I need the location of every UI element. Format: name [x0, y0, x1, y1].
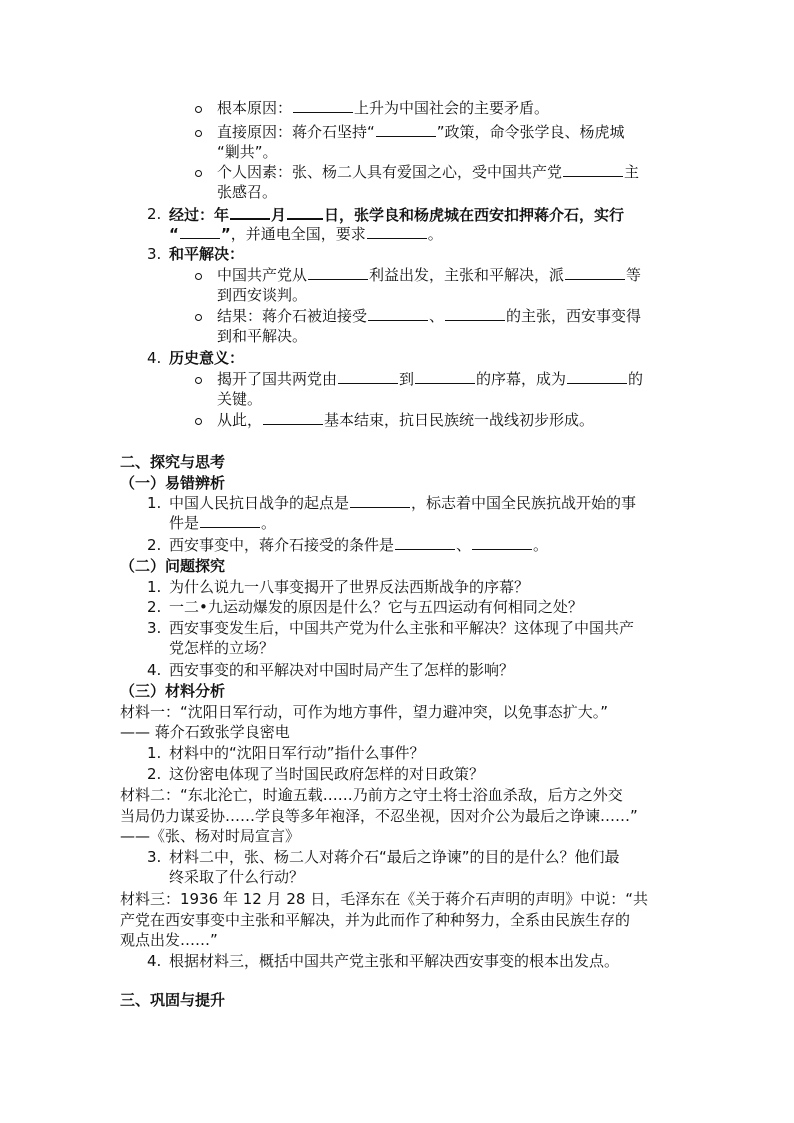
text: ，标志着中国全民族抗战开始的事 — [411, 494, 637, 512]
text: 关键。 — [217, 390, 263, 408]
text: 基本结束，抗日民族统一战线初步形成。 — [324, 411, 595, 429]
text: 的主张，西安事变得 — [506, 307, 642, 325]
bullet-icon — [195, 106, 202, 113]
text: 结果：蒋介石被迫接受 — [217, 307, 368, 325]
result-line — [217, 306, 641, 326]
text: 直接原因：蒋介石坚持“ — [217, 123, 375, 141]
text: 日，张学良和杨虎城在西安扣押蒋介石，实行 — [324, 206, 625, 224]
text: 上升为中国社会的主要矛盾。 — [354, 99, 550, 117]
material-1-source: —— 蒋介石致张学良密电 — [120, 723, 290, 741]
text: 中国共产党从 — [217, 266, 308, 284]
text: 年 — [214, 206, 230, 224]
list-number: 4. — [147, 952, 162, 970]
list-number: 1. — [147, 494, 162, 512]
list-number: 2. — [147, 598, 162, 616]
blank-line[interactable] — [367, 224, 427, 239]
text: 等 — [626, 266, 642, 284]
list-number: 4. — [147, 349, 162, 367]
cause-direct-cont — [217, 142, 278, 162]
subsection-title: （二）问题探究 — [120, 557, 226, 575]
list-number: 4. — [147, 661, 162, 679]
text: 。 — [533, 536, 549, 554]
material-2-cont: 当局仍力谋妥协……学良等多年袍泽，不忍坐视，因对介公为最后之诤谏……” — [120, 807, 638, 825]
significance-2 — [217, 410, 594, 430]
text: 到西安谈判。 — [217, 286, 308, 304]
cpc-stance-cont — [217, 285, 307, 305]
inquiry-question-1: 为什么说九一八事变揭开了世界反法西斯战争的序幕？ — [169, 578, 530, 596]
result-line-cont — [217, 326, 307, 346]
list-number: 3. — [147, 848, 162, 866]
text: 主 — [624, 163, 640, 181]
text: ” — [220, 225, 231, 243]
section-title: 三、巩固与提升 — [120, 991, 226, 1009]
blank-line[interactable] — [180, 224, 220, 239]
cpc-stance — [217, 265, 641, 285]
blank-line[interactable] — [415, 369, 475, 384]
blank-line[interactable] — [395, 535, 455, 550]
list-number: 2. — [147, 765, 162, 783]
process-line-cont — [169, 224, 443, 244]
text: “剿共”。 — [217, 143, 278, 161]
text: ，并通电全国，要求 — [230, 225, 366, 243]
list-number: 2. — [147, 205, 162, 223]
bullet-icon — [195, 314, 202, 321]
bullet-icon — [195, 170, 202, 177]
error-question-2 — [169, 535, 548, 555]
inquiry-question-4: 西安事变的和平解决对中国时局产生了怎样的影响？ — [169, 661, 515, 679]
cause-root — [217, 98, 549, 118]
subsection-title: （三）材料分析 — [120, 682, 226, 700]
inquiry-question-2: 一二•九运动爆发的原因是什么？它与五四运动有何相同之处？ — [169, 598, 583, 616]
blank-line[interactable] — [200, 513, 260, 528]
text: 张感召。 — [217, 183, 278, 201]
blank-line[interactable] — [338, 369, 398, 384]
blank-line[interactable] — [567, 369, 627, 384]
text: 揭开了国共两党由 — [217, 370, 338, 388]
blank-line[interactable] — [287, 204, 323, 220]
blank-line[interactable] — [563, 162, 623, 177]
text: 件是 — [169, 514, 200, 532]
section-title: 二、探究与思考 — [120, 453, 226, 471]
text: 从此， — [217, 411, 263, 429]
subsection-title: （一）易错辨析 — [120, 474, 226, 492]
text: 中国人民抗日战争的起点是 — [169, 494, 350, 512]
cause-personal-cont — [217, 182, 277, 202]
list-number: 3. — [147, 245, 162, 263]
text: 、 — [429, 307, 445, 325]
blank-line[interactable] — [350, 493, 410, 508]
blank-line[interactable] — [472, 535, 532, 550]
material-2-source: ——《张、杨对时局宣言》 — [120, 827, 301, 845]
text: 的 — [628, 370, 644, 388]
list-number: 2. — [147, 536, 162, 554]
material-2: 材料二：“东北沦亡，时逾五载……乃前方之守土将士浴血杀敌，后方之外交 — [120, 786, 623, 804]
blank-line[interactable] — [230, 204, 270, 220]
text: 的序幕，成为 — [476, 370, 567, 388]
text: 。 — [261, 514, 277, 532]
material-question-3: 材料二中，张、杨二人对蒋介石“最后之诤谏”的目的是什么？他们最 — [169, 848, 620, 866]
text: 。 — [427, 225, 443, 243]
material-1: 材料一：“沈阳日军行动，可作为地方事件，望力避冲突，以免事态扩大。” — [120, 703, 609, 721]
bullet-icon — [195, 377, 202, 384]
error-question-1 — [169, 493, 636, 513]
material-3-cont: 产党在西安事变中主张和平解决，并为此而作了种种努力，全系由民族生存的 — [120, 911, 631, 929]
text: 根本原因： — [217, 99, 293, 117]
process-line — [169, 204, 624, 225]
cause-personal — [217, 162, 639, 182]
list-number: 1. — [147, 744, 162, 762]
cause-direct — [217, 122, 625, 142]
material-question-3-cont: 终采取了什么行动？ — [169, 868, 305, 886]
inquiry-question-3-cont: 党怎样的立场？ — [169, 639, 275, 657]
blank-line[interactable] — [445, 306, 505, 321]
text: ”政策，命令张学良、杨虎城 — [436, 123, 625, 141]
inquiry-question-3: 西安事变发生后，中国共产党为什么主张和平解决？这体现了中国共产 — [169, 619, 635, 637]
text: 利益出发，主张和平解决，派 — [369, 266, 565, 284]
material-question-2: 这份密电体现了当时国民政府怎样的对日政策？ — [169, 765, 485, 783]
blank-line[interactable] — [565, 265, 625, 280]
bullet-icon — [195, 418, 202, 425]
significance-1 — [217, 369, 643, 389]
text: “ — [169, 225, 179, 243]
significance-1-cont — [217, 389, 262, 409]
bullet-icon — [195, 130, 202, 137]
list-number: 1. — [147, 578, 162, 596]
peaceful-solution-heading: 和平解决： — [169, 245, 245, 263]
error-question-1-cont — [169, 513, 276, 533]
text: 、 — [456, 536, 472, 554]
bullet-icon — [195, 273, 202, 280]
blank-line[interactable] — [263, 410, 323, 425]
material-question-1: 材料中的“沈阳日军行动”指什么事件？ — [169, 744, 425, 762]
material-3: 材料三：1936 年 12 月 28 日，毛泽东在《关于蒋介石声明的声明》中说：“共 — [120, 890, 648, 908]
text: 经过： — [169, 206, 215, 224]
text: 个人因素：张、杨二人具有爱国之心，受中国共产党 — [217, 163, 563, 181]
blank-line[interactable] — [293, 98, 353, 113]
text: 到 — [399, 370, 415, 388]
blank-line[interactable] — [308, 265, 368, 280]
text: 西安事变中，蒋介石接受的条件是 — [169, 536, 395, 554]
material-question-4: 根据材料三，概括中国共产党主张和平解决西安事变的根本出发点。 — [169, 952, 620, 970]
blank-line[interactable] — [368, 306, 428, 321]
list-number: 3. — [147, 619, 162, 637]
text: 到和平解决。 — [217, 327, 308, 345]
material-3-cont2: 观点出发……” — [120, 931, 218, 949]
text: 月 — [271, 206, 287, 224]
blank-line[interactable] — [376, 122, 436, 137]
significance-heading: 历史意义： — [169, 349, 245, 367]
